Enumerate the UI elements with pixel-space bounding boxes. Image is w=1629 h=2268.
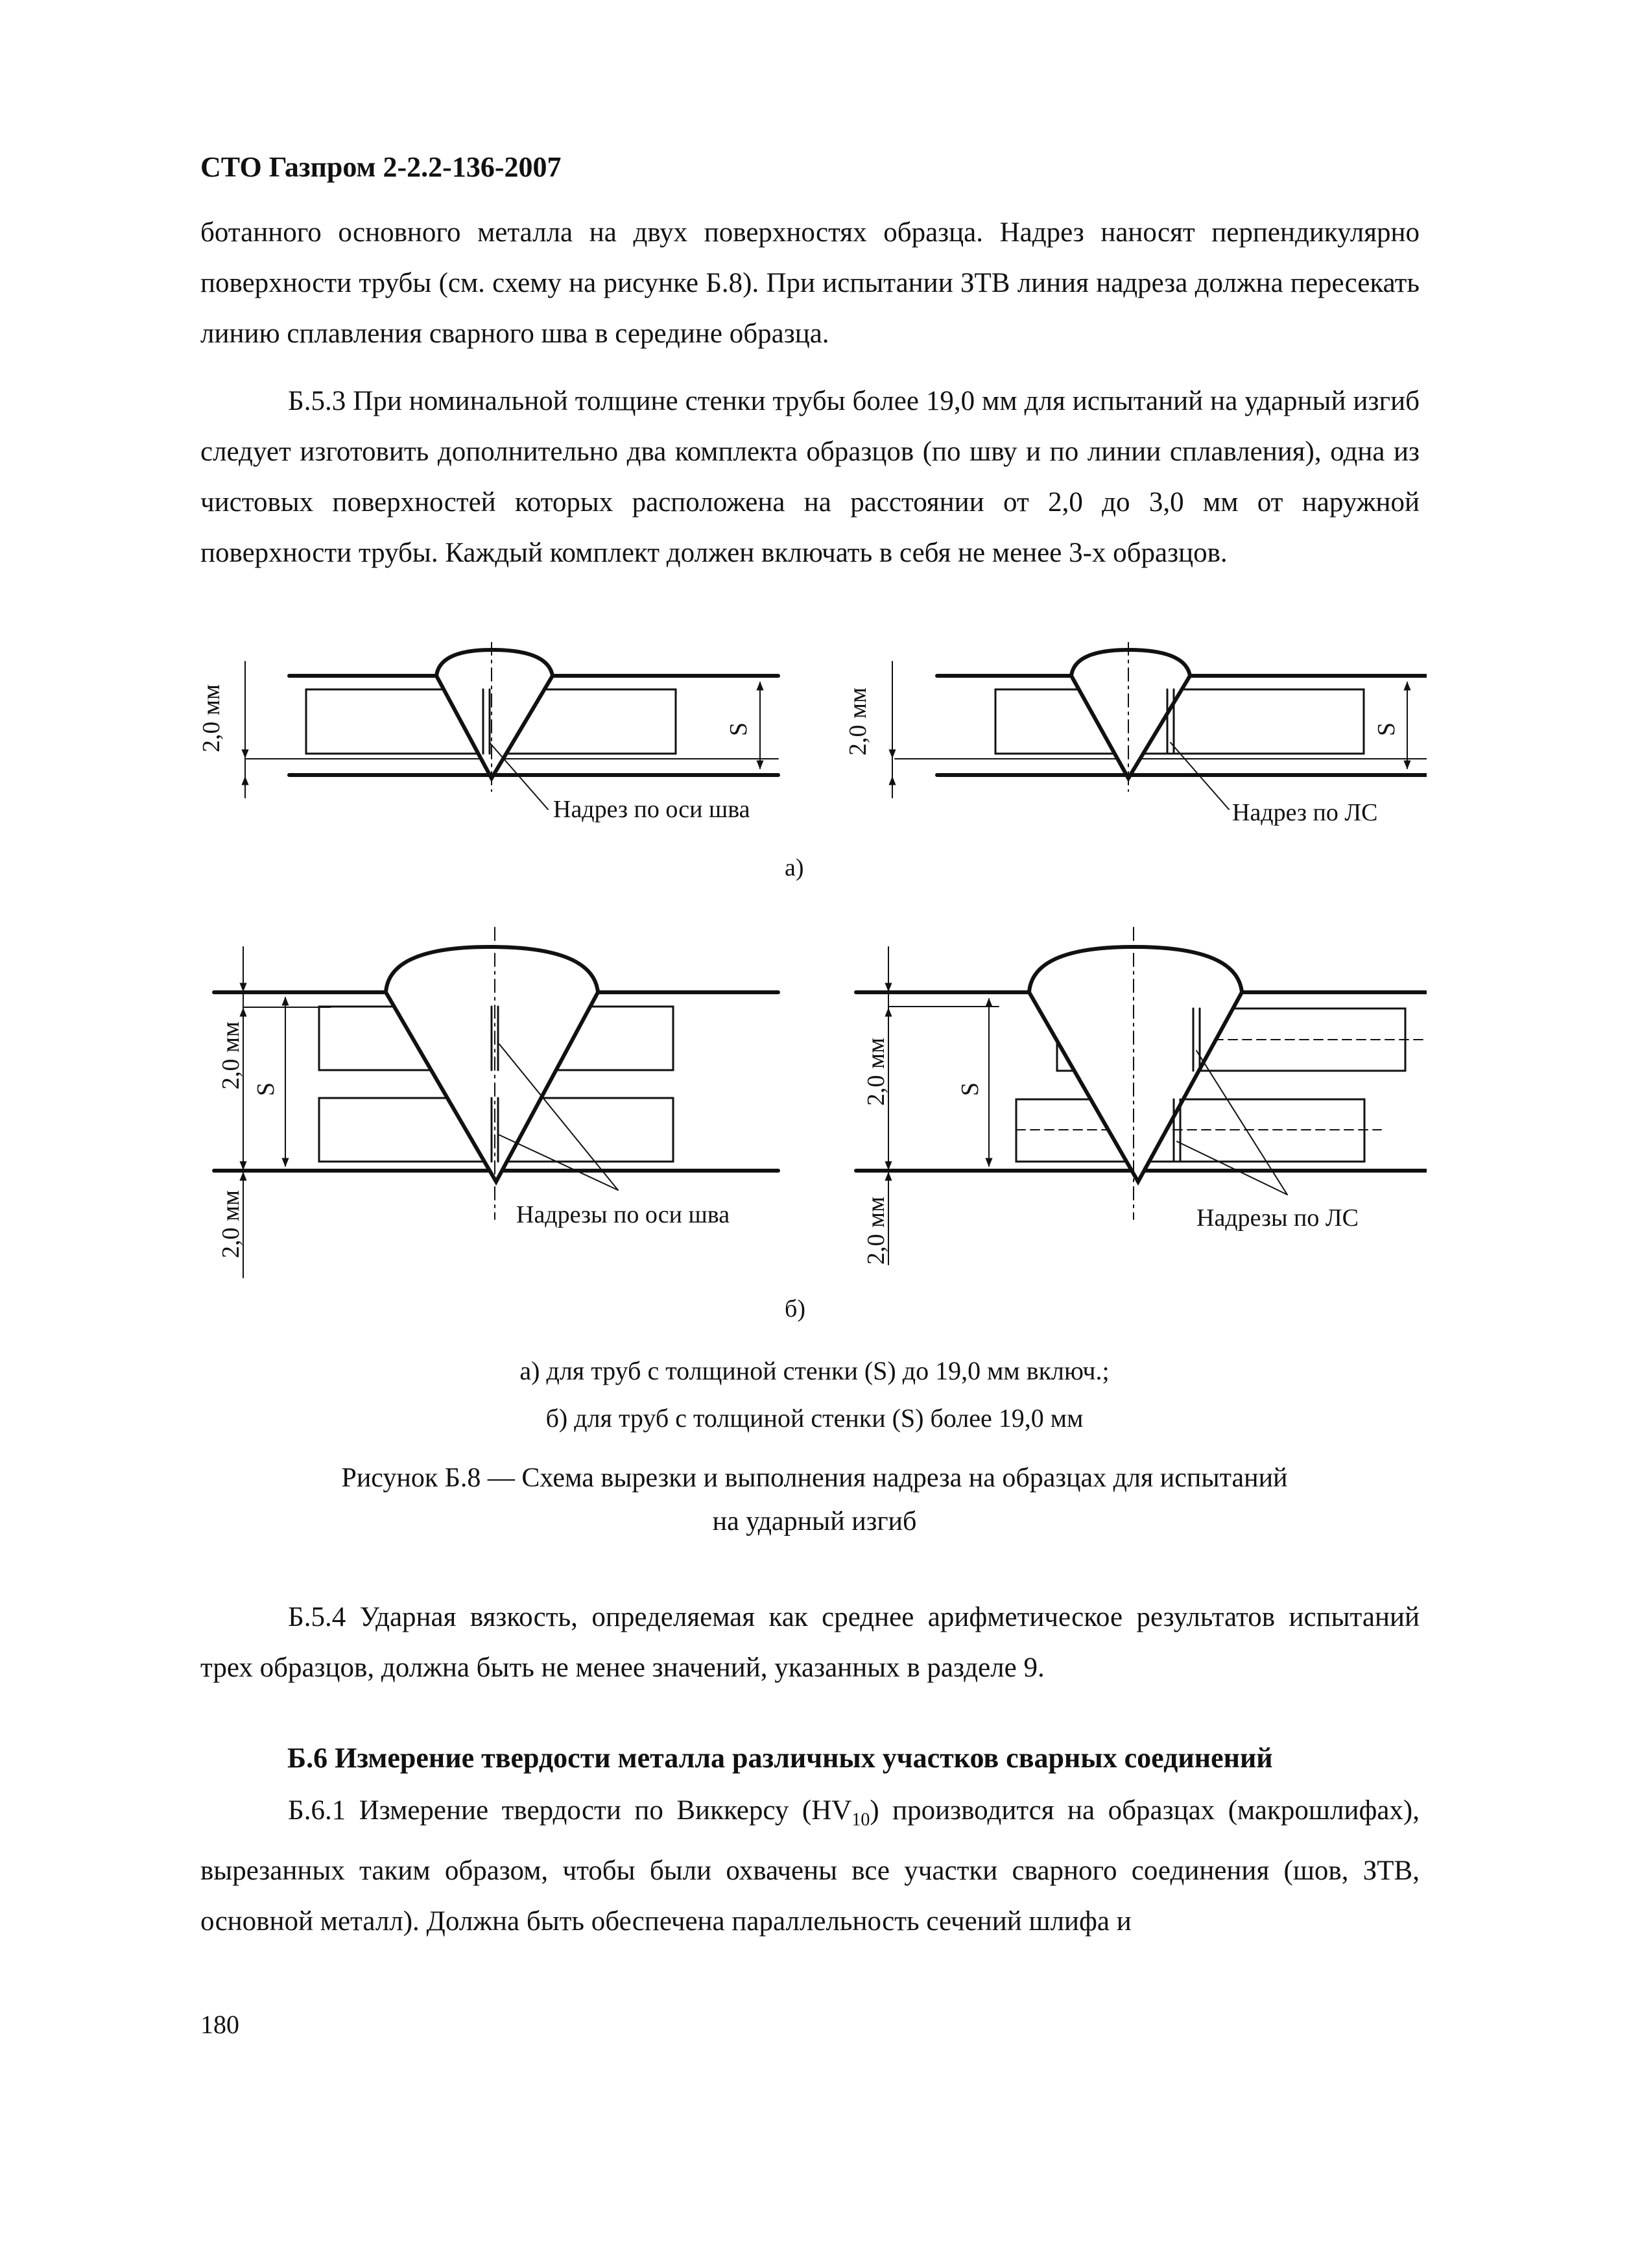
dim-2mm-b-left-bottom: 2,0 мм — [217, 1189, 244, 1258]
dim-s-a-left: S — [725, 722, 752, 736]
document-header: СТО Газпром 2-2.2-136-2007 — [200, 151, 562, 183]
dim-s-b-left: S — [252, 1082, 279, 1096]
section-title-b-6: Б.6 Измерение твердости металла различных участков сварных соединений — [287, 1742, 1273, 1774]
figure-title-line-1: Рисунок Б.8 — Схема вырезки и выполнения надреза на образцах для испытаний — [341, 1463, 1288, 1493]
dim-2mm-a-right: 2,0 мм — [844, 687, 872, 756]
paragraph-b-6-1-subscript: 10 — [851, 1809, 870, 1830]
paragraph-b-6-1-start: Б.6.1 Измерение твердости по Виккерсу (HV — [288, 1795, 852, 1826]
diagram-a-left — [245, 642, 778, 809]
subfigure-b-label: б) — [785, 1295, 805, 1322]
label-notches-ls: Надрезы по ЛС — [1196, 1204, 1359, 1232]
paragraph-b-5-3: Б.5.3 При номинальной толщине стенки трубы более 19,0 мм для испытаний на ударный изгиб следует изготовить дополнительно два комплекта образцов (по шву и по линии сплавления), одна из чистовых поверхностей которых расположена на расстоянии от 2,0 до 3,0 мм от наружной поверхности трубы. Каждый комплект должен включать в себя не менее 3-х образцов. — [200, 386, 1420, 568]
dim-s-a-right: S — [1373, 722, 1400, 736]
dim-2mm-b-left-top: 2,0 мм — [217, 1021, 244, 1090]
subfigure-a-label: а) — [785, 854, 804, 881]
paragraph-b-6-1 — [200, 1785, 1420, 1947]
page-number: 180 — [200, 2010, 239, 2039]
figure-title-line-2: на ударный изгиб — [712, 1507, 917, 1536]
figure-b8-diagram — [195, 642, 1427, 1459]
dim-2mm-b-right-bottom: 2,0 мм — [862, 1196, 890, 1265]
label-notch-ls: Надрез по ЛС — [1232, 799, 1378, 826]
dim-2mm-b-right-top: 2,0 мм — [862, 1037, 890, 1106]
paragraph-b-6-1-end: ) производится на образцах (макрошлифах), вырезанных таким образом, чтобы были охвачены все участки сварного соединения (шов, ЗТВ, основной металл). Должна быть обеспечена параллельность сечений шлифа и — [200, 1795, 1420, 1937]
dim-s-b-right: S — [957, 1082, 984, 1096]
dim-2mm-a-left: 2,0 мм — [198, 684, 225, 752]
diagram-a-right — [892, 642, 1427, 809]
label-notches-axis: Надрезы по оси шва — [516, 1201, 730, 1228]
paragraph-b-5-4: Б.5.4 Ударная вязкость, определяемая как среднее арифметическое результатов испытаний трех образцов, должна быть не менее значений, указанных в разделе 9. — [200, 1602, 1420, 1683]
legend-a: а) для труб с толщиной стенки (S) до 19,0 мм включ.; — [519, 1356, 1110, 1385]
legend-b: б) для труб с толщиной стенки (S) более 19,0 мм — [545, 1403, 1084, 1433]
label-notch-axis: Надрез по оси шва — [553, 796, 750, 823]
paragraph-continuation: ботанного основного металла на двух поверхностях образца. Надрез наносят перпендикулярно поверхности трубы (см. схему на рисунке Б.8). При испытании ЗТВ линия надреза должна пересекать линию сплавления сварного шва в середине образца. — [200, 217, 1420, 349]
